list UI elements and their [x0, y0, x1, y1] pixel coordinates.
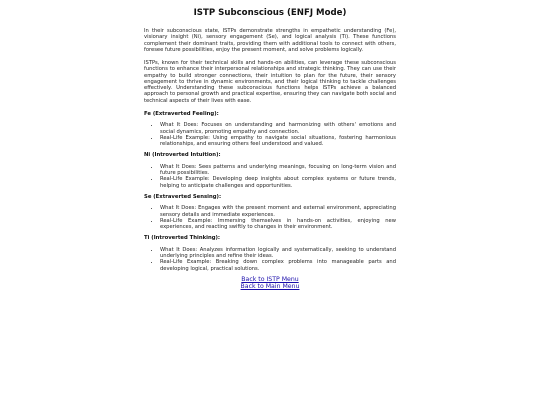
section-heading: Fe (Extraverted Feeling): [144, 110, 219, 117]
section-ni [144, 152, 396, 189]
intro-paragraph: ISTPs, known for their technical skills and hands-on abilities, can leverage these subconscious functions to enhance their interpersonal relationships and strategic thinking. They can use their empathy to build stronger connections, their intuition to plan for the future, their sensory engagement to thrive in dynamic environments, and their logical thinking to tackle challenges effectively. Understanding these subconscious functions helps ISTPs achieve a balanced approach to personal growth and practical expertise, ensuring they can navigate both social and technical aspects of their lives with ease. [144, 60, 396, 104]
list-item: • Real-Life Example: Immersing themselves in hands-on activities, enjoying new experiences, and reacting swiftly to changes in their environment. [160, 218, 396, 231]
back-to-main-menu-link[interactable]: Back to Main Menu [240, 283, 300, 291]
back-to-istp-menu-link[interactable]: Back to ISTP Menu [241, 275, 299, 283]
section-heading: Se (Extraverted Sensing): [144, 193, 222, 200]
list-item: • Real-Life Example: Breaking down complex problems into manageable parts and developing logical, practical solutions. [160, 259, 396, 272]
list-item: • What It Does: Focuses on understanding and harmonizing with others' emotions and social dynamics, promoting empathy and connection. [160, 122, 396, 135]
nav-links [144, 276, 396, 291]
section-list [144, 205, 396, 230]
section-heading: Ti (Introverted Thinking): [144, 235, 221, 242]
section-list [144, 247, 396, 272]
list-item: • Real-Life Example: Using empathy to navigate social situations, fostering harmonious relationships, and ensuring others feel understood and valued. [160, 135, 396, 148]
section-se [144, 194, 396, 231]
section-list [144, 122, 396, 147]
section-ti [144, 235, 396, 272]
page-title: ISTP Subconscious (ENFJ Mode) [193, 8, 347, 18]
list-item: • What It Does: Engages with the present moment and external environment, appreciating sensory details and immediate experiences. [160, 205, 396, 218]
section-heading: Ni (Introverted Intuition): [144, 152, 221, 159]
list-item: • What It Does: Analyzes information logically and systematically, seeking to understand underlying principles and refine their ideas. [160, 247, 396, 260]
section-fe [144, 111, 396, 148]
list-item: • Real-Life Example: Developing deep insights about complex systems or future trends, helping to anticipate challenges and opportunities. [160, 176, 396, 189]
section-list [144, 164, 396, 189]
list-item: • What It Does: Sees patterns and underlying meanings, focusing on long-term vision and future possibilities. [160, 164, 396, 177]
intro-paragraph: In their subconscious state, ISTPs demonstrate strengths in empathetic understanding (Fe), visionary insight (Ni), sensory engagement (Se), and logical analysis (Ti). These functions complement their dominant traits, providing them with additional tools to connect with others, foresee future possibilities, enjoy the present moment, and solve problems logically. [144, 28, 396, 53]
